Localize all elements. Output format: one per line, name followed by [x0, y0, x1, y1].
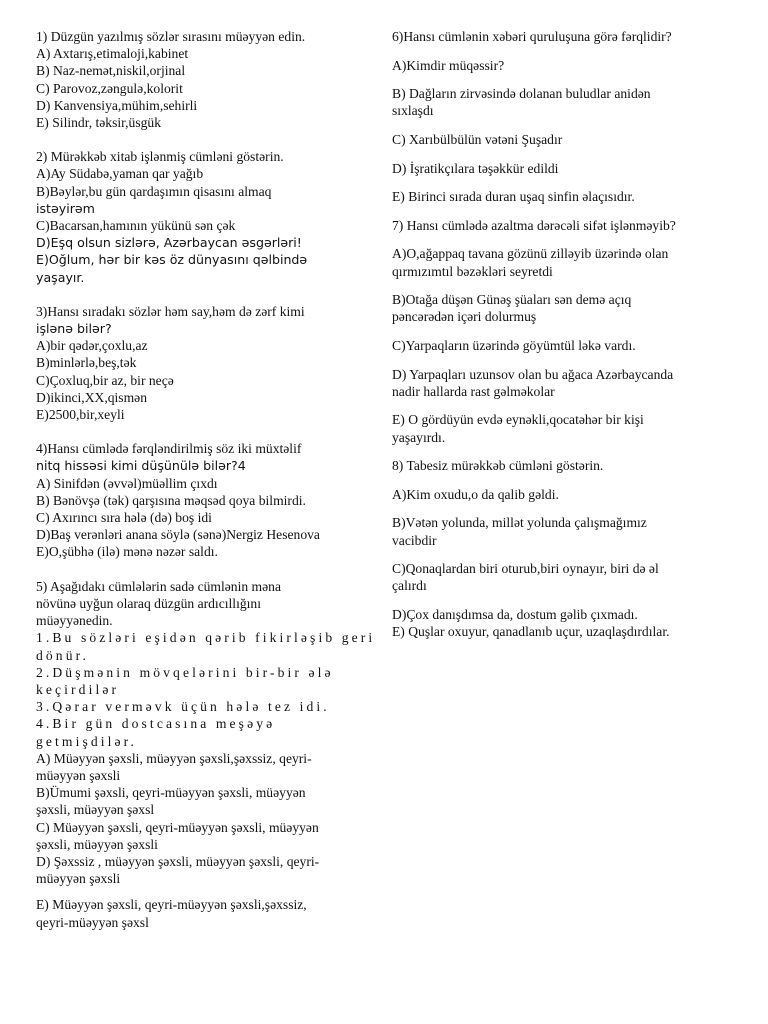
question-6-option-b-cont: sıxlaşdı	[392, 103, 434, 119]
question-3-text-cont: işlənə bilər?	[36, 321, 112, 337]
question-5-text: 5) Aşağıdakı cümlələrin sadə cümlənin məna	[36, 578, 281, 594]
question-8-option-c: C)Qonaqlardan biri oturub,biri oynayır, biri də əl	[392, 561, 659, 577]
question-5-sentence-2-cont: keçirdilər	[36, 681, 120, 697]
question-7-text: 7) Hansı cümlədə azaltma dərəcəli sifət işlənməyib?	[392, 217, 676, 233]
question-2-option-b-cont: istəyirəm	[36, 200, 95, 216]
question-8-option-e: E) Quşlar oxuyur, qanadlanıb uçur, uzaqlaşdırdılar.	[392, 624, 670, 640]
question-7-option-b: B)Otağa düşən Günəş şüaları sən demə açıq	[392, 292, 632, 308]
question-3-text: 3)Hansı sıradakı sözlər həm say,həm də zərf kimi	[36, 303, 305, 319]
question-2-option-a: A)Ay Südabə,yaman qar yağıb	[36, 166, 204, 182]
question-8-option-d: D)Çox danışdımsa da, dostum gəlib çıxmadı.	[392, 606, 638, 622]
left-column	[36, 28, 376, 931]
question-7	[392, 217, 734, 446]
question-5	[36, 578, 376, 931]
question-5-option-e-cont: qeyri-müəyyən şəxsl	[36, 914, 149, 930]
question-2	[36, 148, 376, 286]
question-7-option-b-cont: pəncərədən içəri dolurmuş	[392, 309, 537, 325]
question-5-sentence-3: 3.Qərar verməvk üçün hələ tez idi.	[36, 699, 330, 715]
right-column	[392, 28, 734, 640]
question-4	[36, 440, 376, 560]
question-1-text: 1) Düzgün yazılmış sözlər sırasını müəyyən edin.	[36, 29, 306, 44]
question-5-sentence-2: 2.Düşmənin mövqelərini bir-bir ələ	[36, 664, 334, 680]
question-5-text-cont-2: müəyyənedin.	[36, 613, 113, 629]
question-8-option-b: B)Vətən yolunda, millət yolunda çalışmağımız	[392, 515, 647, 531]
question-8-option-c-cont: çalırdı	[392, 578, 427, 594]
question-7-option-d: D) Yarpaqları uzunsov olan bu ağaca Azərbaycanda	[392, 366, 674, 382]
question-1-option-a: A) Axtarış,etimaloji,kabinet	[36, 46, 189, 62]
question-2-option-e: E)Oğlum, hər bir kəs öz dünyasını qəlbində	[36, 252, 308, 268]
question-1-option-c: C) Parovoz,zəngulə,kolorit	[36, 80, 183, 96]
question-6-option-c: C) Xarıbülbülün vətəni Şuşadır	[392, 131, 563, 147]
question-5-sentence-4-cont: getmişdilər.	[36, 733, 138, 749]
question-7-option-a-cont: qırmızımtıl bəzəkləri seyretdi	[392, 263, 553, 279]
question-4-text: 4)Hansı cümlədə fərqləndirilmiş söz iki müxtəlif	[36, 441, 302, 457]
question-6	[392, 28, 734, 205]
question-7-option-e-cont: yaşayırdı.	[392, 429, 446, 445]
question-5-sentence-1-cont: dönür.	[36, 647, 89, 663]
question-5-option-e: E) Müəyyən şəxsli, qeyri-müəyyən şəxsli,şəxssiz,	[36, 897, 307, 913]
question-2-option-c: C)Bacarsan,hamının yükünü sən çək	[36, 218, 236, 234]
question-1-option-b: B) Naz-nemət,niskil,orjinal	[36, 63, 186, 79]
question-4-option-a: A) Sinifdən (əvvəl)müəllim çıxdı	[36, 475, 218, 491]
question-6-text: 6)Hansı cümlənin xəbəri quruluşuna görə fərqlidir?	[392, 29, 672, 44]
question-3-option-c: C)Çoxluq,bir az, bir neçə	[36, 372, 174, 388]
question-8-text: 8) Tabesiz mürəkkəb cümləni göstərin.	[392, 458, 604, 474]
question-6-option-e: E) Birinci sırada duran uşaq sinfin əlaçısıdır.	[392, 189, 635, 205]
question-3-option-a: A)bir qədər,çoxlu,az	[36, 338, 148, 354]
question-2-text: 2) Mürəkkəb xitab işlənmiş cümləni göstərin.	[36, 149, 284, 165]
question-7-option-d-cont: nadir hallarda rast gəlməkolar	[392, 383, 555, 399]
question-1	[36, 28, 376, 131]
question-4-option-d: D)Baş verənləri anana söylə (sənə)Nergiz Hesenova	[36, 527, 320, 543]
question-6-option-d: D) İşratikçılara təşəkkür edildi	[392, 160, 559, 176]
question-6-option-a: A)Kimdir müqəssir?	[392, 57, 505, 73]
question-5-text-cont-1: növünə uyğun olaraq düzgün ardıcıllığını	[36, 595, 262, 611]
question-1-option-e: E) Silindr, təksir,üsgük	[36, 115, 162, 131]
question-8-option-a: A)Kim oxudu,o da qalib gəldi.	[392, 486, 559, 502]
question-4-option-e: E)O,şübhə (ilə) mənə nəzər saldı.	[36, 544, 218, 560]
question-6-option-b: B) Dağların zirvəsində dolanan buludlar anidən	[392, 86, 651, 102]
question-7-option-a: A)O,ağappaq tavana gözünü zilləyib üzərində olan	[392, 246, 669, 262]
question-5-option-d-cont: müəyyən şəxsli	[36, 871, 121, 887]
question-4-option-c: C) Axırıncı sıra hələ (də) boş idi	[36, 510, 212, 526]
question-3	[36, 303, 376, 423]
question-3-option-b: B)minlərlə,beş,tək	[36, 355, 137, 371]
question-8	[392, 457, 734, 640]
question-3-option-e: E)2500,bir,xeyli	[36, 407, 125, 423]
question-4-option-b: B) Bənövşə (tək) qarşısına məqsəd qoya bilmirdi.	[36, 492, 306, 508]
question-1-option-d: D) Kanvensiya,mühim,sehirli	[36, 97, 198, 113]
question-5-option-b: B)Ümumi şəxsli, qeyri-müəyyən şəxsli, müəyyən	[36, 785, 306, 801]
question-2-option-e-cont: yaşayır.	[36, 269, 85, 285]
question-4-text-cont: nitq hissəsi kimi düşünülə bilər?4	[36, 458, 246, 474]
question-7-option-c: C)Yarpaqların üzərində göyümtül ləkə vardı.	[392, 337, 636, 353]
question-2-option-d: D)Eşq olsun sizlərə, Azərbaycan əsgərləri!	[36, 235, 302, 251]
question-5-option-a: A) Müəyyən şəxsli, müəyyən şəxsli,şəxssiz, qeyri-	[36, 750, 312, 766]
question-3-option-d: D)ikinci,XX,qismən	[36, 389, 148, 405]
question-2-option-b: B)Bəylər,bu gün qardaşımın qisasını almaq	[36, 183, 272, 199]
question-5-option-d: D) Şəxssiz , müəyyən şəxsli, müəyyən şəxsli, qeyri-	[36, 853, 320, 869]
question-5-option-a-cont: müəyyən şəxsli	[36, 767, 121, 783]
question-8-option-b-cont: vacibdir	[392, 532, 437, 548]
question-7-option-e: E) O gördüyün evdə eynəkli,qocatəhər bir kişi	[392, 412, 644, 428]
question-5-option-b-cont: şəxsli, müəyyən şəxsl	[36, 802, 155, 818]
question-5-sentence-1: 1.Bu sözləri eşidən qərib fikirləşib geri	[36, 630, 376, 646]
question-5-option-c: C) Müəyyən şəxsli, qeyri-müəyyən şəxsli, müəyyən	[36, 819, 319, 835]
question-5-sentence-4: 4.Bir gün dostcasına meşəyə	[36, 716, 276, 732]
question-5-option-c-cont: şəxsli, müəyyən şəxsli	[36, 836, 158, 852]
